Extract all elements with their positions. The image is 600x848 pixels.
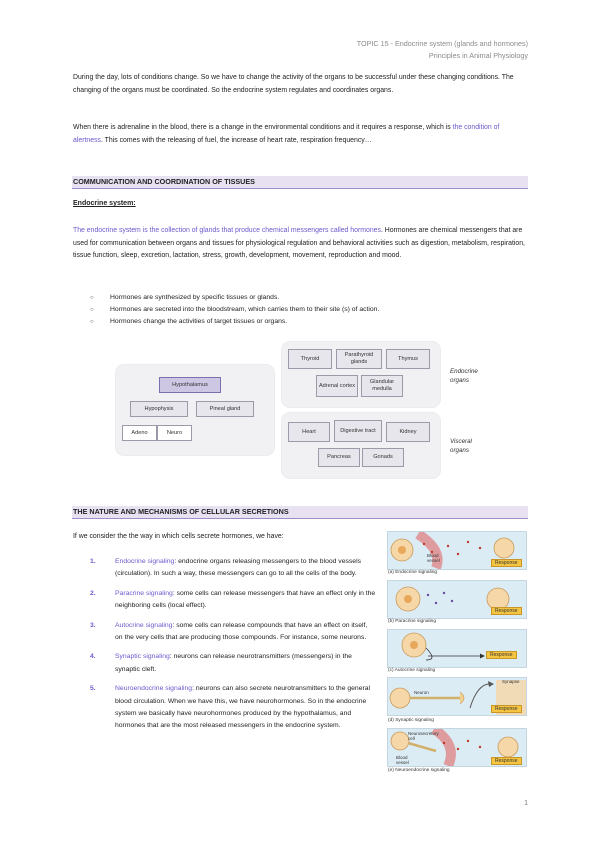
section-title: THE NATURE AND MECHANISMS OF CELLULAR SECRETIONS: [73, 507, 289, 516]
item-text: : some cells can release messengers that have an effect only in the neighboring cells (local effect).: [115, 589, 376, 610]
parathyroid-box: Parathyroid glands: [336, 349, 382, 369]
list-item: [90, 683, 376, 733]
neuro-box: Neuro: [157, 425, 192, 441]
thyroid-box: Thyroid: [288, 349, 332, 369]
figure-caption: (e) Neuroendocrine signaling: [388, 768, 450, 773]
kidney-box: Kidney: [386, 422, 430, 442]
definition-paragraph: [73, 225, 528, 263]
section-title: COMMUNICATION AND COORDINATION OF TISSUES: [73, 177, 255, 186]
page-number: 1: [524, 800, 528, 807]
response-label: Response: [491, 559, 522, 567]
hypothalamus-box: Hypothalamus: [159, 377, 221, 393]
figure-caption: (c) Autocrine signaling: [388, 668, 436, 673]
neuron-label: Neuron: [414, 690, 429, 695]
glandular-medulla-box: Glandular medulla: [361, 375, 403, 397]
bullet-item: ○ Hormones are secreted into the bloodstream, which carries them to their site (s) of action.: [90, 304, 379, 316]
intro-text: When there is adrenaline in the blood, there is a change in the environmental conditions and it requires a response, which is: [73, 124, 453, 131]
figure-caption: (a) Endocrine signaling: [388, 570, 438, 575]
response-label: Response: [491, 705, 522, 713]
item-text: : neurons can release neurotransmitters (messengers) in the synaptic cleft.: [115, 653, 352, 673]
bullet-item: ○ Hormones change the activities of target tissues or organs.: [90, 316, 379, 328]
bullet-item: ○ Hormones are synthesized by specific tissues or glands.: [90, 292, 379, 304]
item-number: 3.: [90, 621, 96, 629]
blood-vessel-label: Blood vessel: [396, 755, 409, 765]
list-item: [90, 556, 376, 581]
autocrine-panel: [387, 629, 527, 668]
list-item: [90, 588, 376, 613]
section-rule: [72, 188, 528, 189]
item-text: : endocrine organs releasing messengers to the blood vessels (circulation). In such a way, these messengers can go to all the cells of the body.: [115, 558, 361, 578]
list-item: [90, 620, 376, 645]
running-header: [357, 38, 528, 62]
pancreas-box: Pancreas: [318, 448, 360, 467]
alertness-highlight: the condition of alertness: [73, 124, 500, 144]
item-number: 2.: [90, 589, 96, 597]
signaling-lead: If we consider the the way in which cells secrete hormones, we have:: [73, 533, 284, 540]
item-number: 5.: [90, 685, 96, 693]
item-number: 4.: [90, 653, 96, 661]
header-topic: TOPIC 15 - Endocrine system (glands and hormones): [356, 39, 528, 48]
blood-vessel-label: Blood vessel: [427, 553, 440, 563]
endocrine-organs-label: Endocrine organs: [450, 368, 478, 384]
visceral-organs-label: Visceral organs: [450, 438, 472, 454]
digestive-tract-box: Digestive tract: [334, 420, 382, 442]
item-number: 1.: [90, 558, 96, 565]
intro-paragraph-1: During the day, lots of conditions change. So we have to change the activity of the organs to be successful under these changing conditions. The changing of the organs must be coordinated. So the endocrine system regulates and coordinates organs.: [73, 74, 514, 94]
figure-caption: (b) Paracrine signaling: [388, 619, 436, 624]
heart-box: Heart: [288, 422, 330, 442]
response-label: Response: [491, 607, 522, 615]
section-rule: [72, 518, 528, 519]
definition-text: . Hormones are chemical messengers that are used for communication between organs and tissues for physiological regulation and behavioral activities such as digestion, metabolism, respiration, tissue function, sleep, excretion, lactation, stress, growth, development, movement, reproduction and mood.: [73, 227, 525, 260]
thymus-box: Thymus: [386, 349, 430, 369]
figure-caption: (d) Synaptic signaling: [388, 718, 434, 723]
item-term: Paracrine signaling: [115, 589, 173, 597]
definition-highlight: The endocrine system is the collection of glands that produce chemical messengers called hormones: [73, 227, 381, 234]
gonads-box: Gonads: [362, 448, 404, 467]
response-label: Response: [491, 757, 522, 765]
item-term: Neuroendocrine signaling: [115, 685, 193, 693]
adrenal-cortex-box: Adrenal cortex: [316, 375, 358, 397]
list-item: [90, 651, 376, 676]
response-label: Response: [486, 651, 517, 659]
item-text: : some cells can release compounds that have an effect on itself, on the very cells that are producing those compounds. For instance, some neurons.: [115, 621, 368, 642]
subsection-title: Endocrine system:: [73, 200, 136, 207]
pineal-gland-box: Pineal gland: [196, 401, 254, 417]
item-term: Endocrine signaling: [115, 558, 175, 565]
intro-text-end: . This comes with the releasing of fuel, the increase of heart rate, respiration frequency…: [100, 136, 372, 144]
intro-paragraph-2: [73, 122, 528, 147]
signaling-list: [90, 556, 376, 740]
item-term: Synaptic signaling: [115, 653, 170, 661]
neurosecretory-cell-label: Neurosecretory cell: [408, 731, 439, 741]
autocrine-illustration: [388, 630, 526, 667]
header-course: Principles in Animal Physiology: [428, 51, 528, 60]
item-text: : neurons can also secrete neurotransmitters to the general blood circulation. When we have this, we have neurohormones. So in the endocrine system we basically have neurohormones produced by the hypothalamus, and hormones that are the most released messengers in the endocrine system.: [115, 685, 371, 730]
adeno-box: Adeno: [122, 425, 157, 441]
synapse-label: Synapse: [502, 679, 520, 684]
hormone-bullets: [90, 292, 379, 328]
item-term: Autocrine signaling: [115, 621, 173, 629]
hypophysis-box: Hypophysis: [130, 401, 188, 417]
